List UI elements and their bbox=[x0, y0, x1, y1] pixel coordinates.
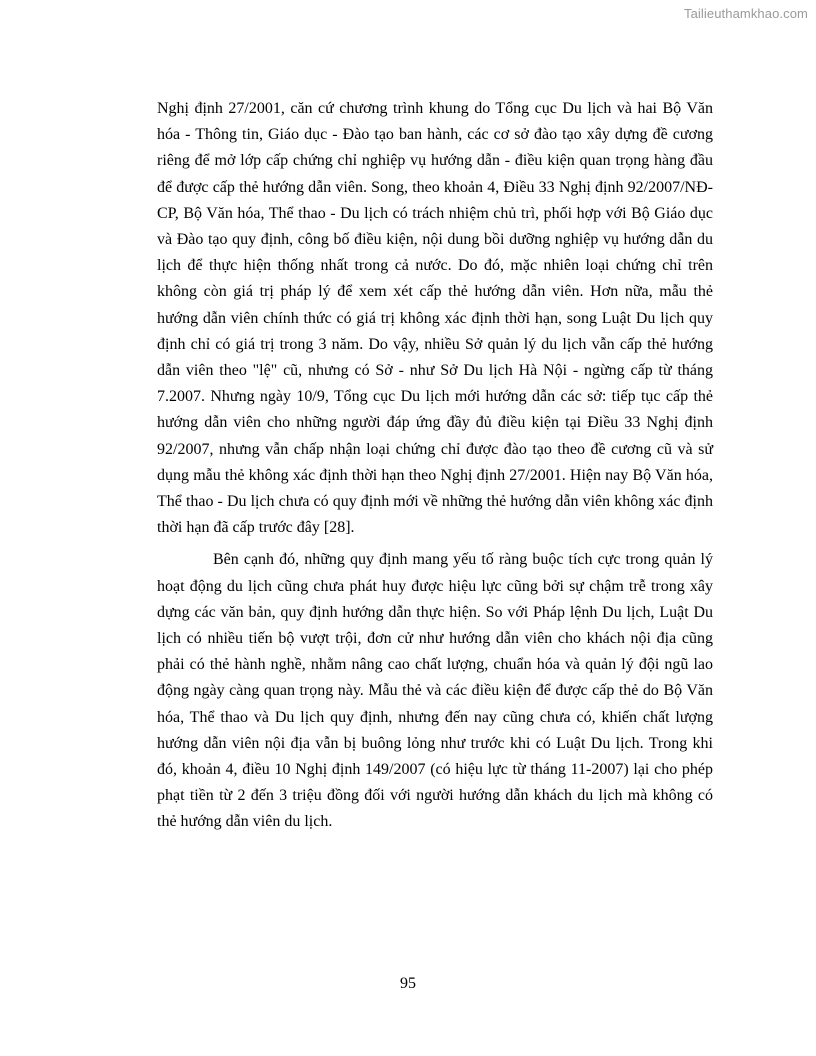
watermark-text: Tailieuthamkhao.com bbox=[683, 6, 808, 21]
page-number: 95 bbox=[400, 975, 416, 992]
paragraph-2: Bên cạnh đó, những quy định mang yếu tố ràng buộc tích cực trong quản lý hoạt động du lịch cũng chưa phát huy được hiệu lực cũng bởi sự chậm trễ trong xây dựng các văn bản, quy định hướng dẫn thực hiện. So với Pháp lệnh Du lịch, Luật Du lịch có nhiều tiến bộ vượt trội, đơn cử như hướng dẫn viên cho khách nội địa cũng phải có thẻ hành nghề, nhằm nâng cao chất lượng, chuẩn hóa và quản lý đội ngũ lao động ngày càng quan trọng này. Mẫu thẻ và các điều kiện để được cấp thẻ do Bộ Văn hóa, Thể thao và Du lịch quy định, nhưng đến nay cũng chưa có, khiến chất lượng hướng dẫn viên nội địa vẫn bị buông lỏng như trước khi có Luật Du lịch. Trong khi đó, khoản 4, điều 10 Nghị định 149/2007 (có hiệu lực từ tháng 11-2007) lại cho phép phạt tiền từ 2 đến 3 triệu đồng đối với người hướng dẫn khách du lịch mà không có thẻ hướng dẫn viên du lịch. bbox=[157, 551, 713, 831]
document-body bbox=[157, 96, 713, 836]
paragraph-1: Nghị định 27/2001, căn cứ chương trình khung do Tổng cục Du lịch và hai Bộ Văn hóa - Thông tin, Giáo dục - Đào tạo ban hành, các cơ sở đào tạo xây dựng đề cương riêng để mở lớp cấp chứng chỉ nghiệp vụ hướng dẫn - điều kiện quan trọng hàng đầu để được cấp thẻ hướng dẫn viên. Song, theo khoản 4, Điều 33 Nghị định 92/2007/NĐ-CP, Bộ Văn hóa, Thể thao - Du lịch có trách nhiệm chủ trì, phối hợp với Bộ Giáo dục và Đào tạo quy định, công bố điều kiện, nội dung bồi dưỡng nghiệp vụ hướng dẫn du lịch để thực hiện thống nhất trong cả nước. Do đó, mặc nhiên loại chứng chỉ trên không còn giá trị pháp lý để xem xét cấp thẻ hướng dẫn viên. Hơn nữa, mẫu thẻ hướng dẫn viên chính thức có giá trị không xác định thời hạn, song Luật Du lịch quy định chỉ có giá trị trong 3 năm. Do vậy, nhiều Sở quản lý du lịch vẫn cấp thẻ hướng dẫn viên theo "lệ" cũ, nhưng có Sở - như Sở Du lịch Hà Nội - ngừng cấp từ tháng 7.2007. Nhưng ngày 10/9, Tổng cục Du lịch mới hướng dẫn các sở: tiếp tục cấp thẻ hướng dẫn viên cho những người đáp ứng đầy đủ điều kiện tại Điều 33 Nghị định 92/2007, nhưng vẫn chấp nhận loại chứng chỉ được đào tạo theo đề cương cũ và sử dụng mẫu thẻ không xác định thời hạn theo Nghị định 27/2001. Hiện nay Bộ Văn hóa, Thể thao - Du lịch chưa có quy định mới về những thẻ hướng dẫn viên không xác định thời hạn đã cấp trước đây [28]. bbox=[157, 100, 713, 537]
